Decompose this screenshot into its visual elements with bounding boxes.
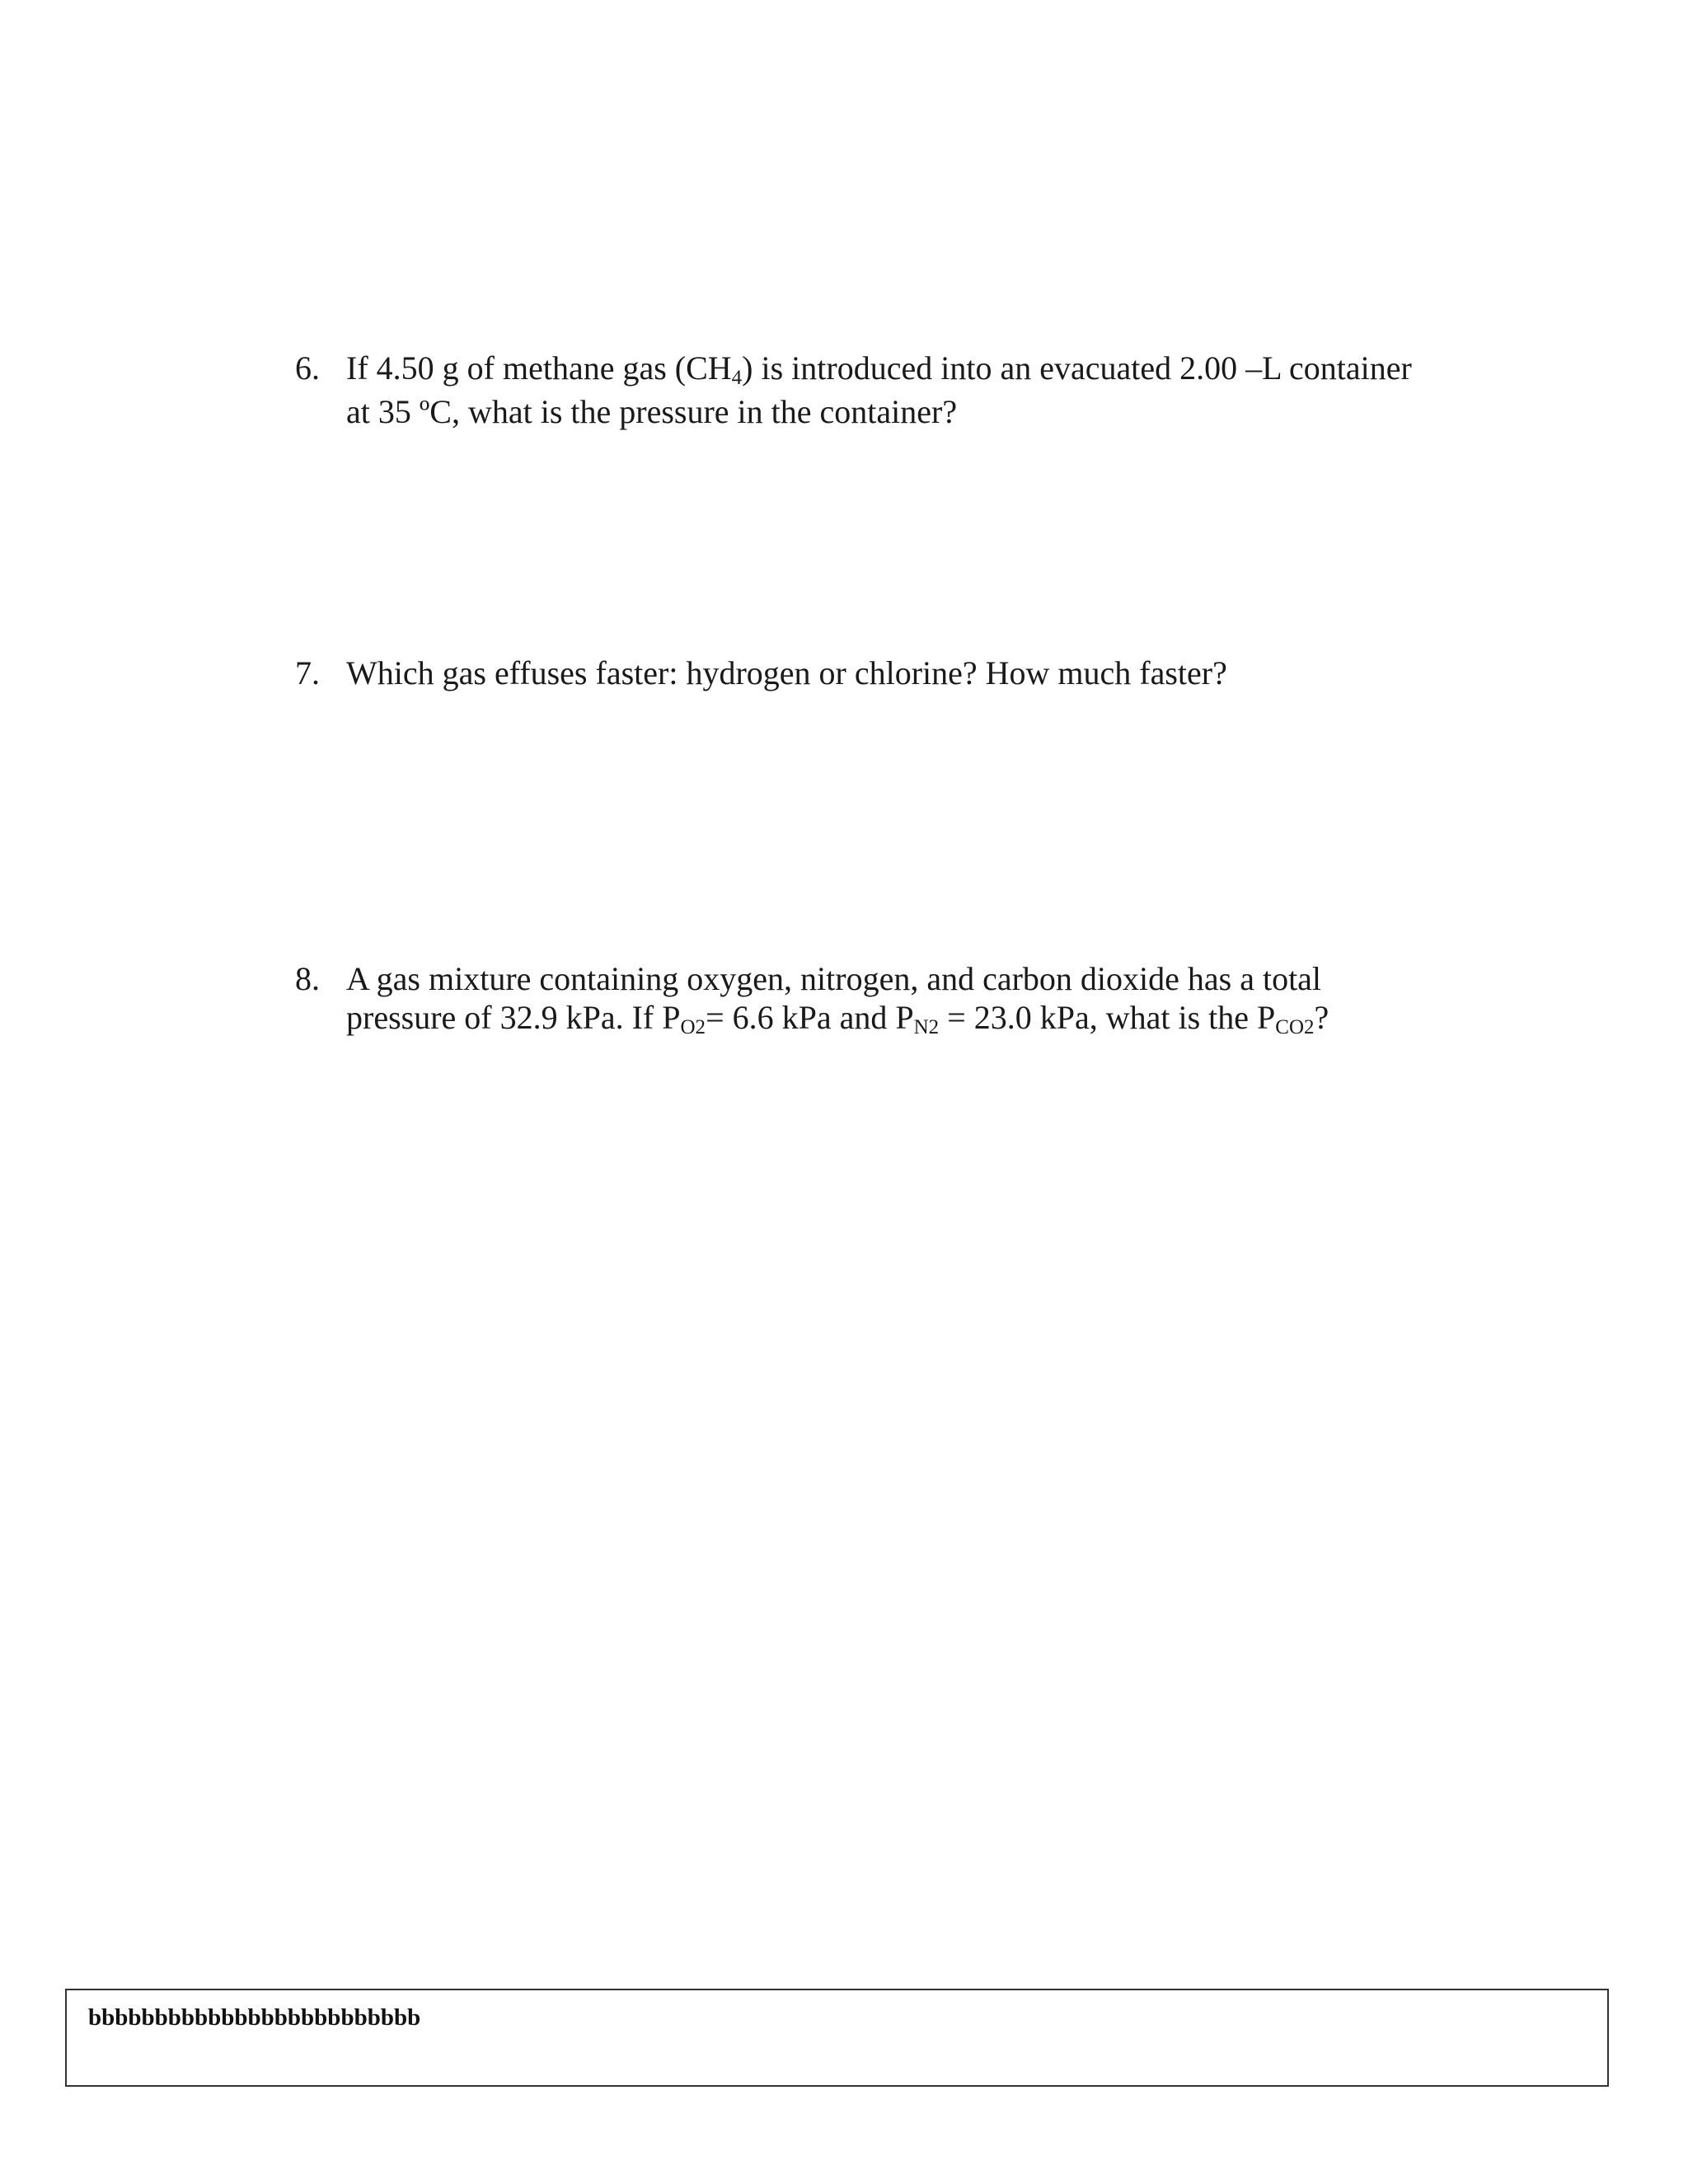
question-line: A gas mixture containing oxygen, nitrogen, and carbon dioxide has a total xyxy=(346,960,1322,997)
question-number: 6. xyxy=(295,349,320,387)
text-segment: ) is introduced into an evacuated 2.00 –L container xyxy=(742,349,1412,387)
question-8 xyxy=(295,959,1449,1042)
question-number: 7. xyxy=(295,654,320,691)
subscript: O2 xyxy=(680,1016,706,1038)
question-6 xyxy=(295,349,1449,431)
question-line xyxy=(346,998,1449,1042)
question-text xyxy=(346,654,1449,692)
text-segment: If 4.50 g of methane gas (CH xyxy=(346,349,732,387)
question-line xyxy=(346,349,1449,392)
question-number: 8. xyxy=(295,960,320,997)
subscript: CO2 xyxy=(1275,1016,1315,1038)
subscript: N2 xyxy=(913,1016,940,1038)
text-segment: = 6.6 kPa and P xyxy=(706,999,914,1036)
text-segment: = 23.0 kPa, what is the P xyxy=(939,999,1276,1036)
question-text xyxy=(346,349,1449,431)
text-segment: ? xyxy=(1314,999,1329,1036)
footer-text: bbbbbbbbbbbbbbbbbbbbbbbbb xyxy=(88,2004,421,2031)
question-text xyxy=(346,959,1449,1042)
text-segment: pressure of 32.9 kPa. If P xyxy=(346,999,681,1036)
question-line: at 35 ºC, what is the pressure in the container? xyxy=(346,393,958,430)
question-line: Which gas effuses faster: hydrogen or chlorine? How much faster? xyxy=(346,654,1227,691)
subscript: 4 xyxy=(731,367,743,389)
footer-box xyxy=(65,1989,1609,2087)
question-7 xyxy=(295,654,1449,692)
